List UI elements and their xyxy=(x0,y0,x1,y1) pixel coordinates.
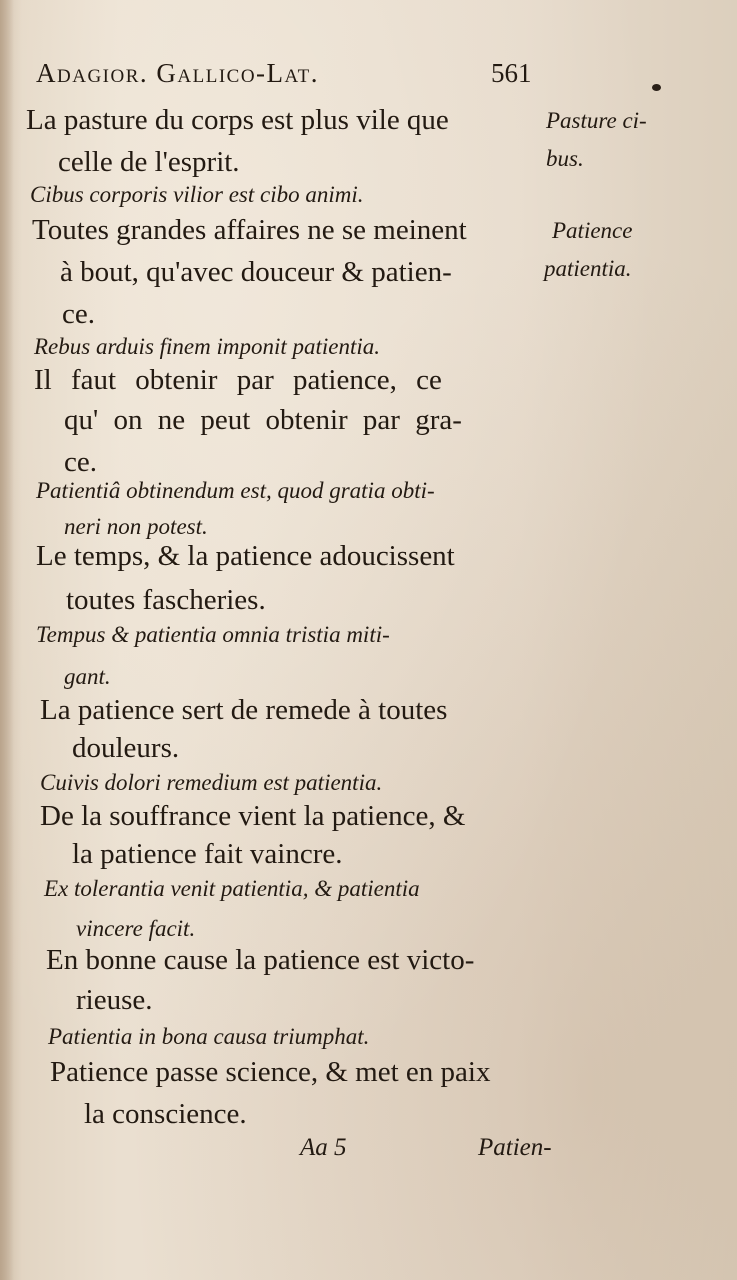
french-line: De la souffrance vient la patience, & xyxy=(40,800,466,832)
latin-line: vincere facit. xyxy=(76,916,196,941)
french-line: la conscience. xyxy=(84,1098,247,1130)
margin-note: bus. xyxy=(546,146,584,171)
latin-line: gant. xyxy=(64,664,111,689)
catchword: Patien- xyxy=(478,1134,552,1161)
header-title: Adagior. Gallico-Lat. xyxy=(36,58,319,88)
french-line: celle de l'esprit. xyxy=(58,146,240,178)
french-line: La pasture du corps est plus vile que xyxy=(26,104,449,136)
binding-gutter xyxy=(0,0,14,1280)
signature-mark: Aa 5 xyxy=(300,1134,347,1161)
french-line: ce. xyxy=(62,298,95,330)
latin-line: Ex tolerantia venit patientia, & patientia xyxy=(44,876,420,901)
french-line: La patience sert de remede à toutes xyxy=(40,694,448,726)
latin-line: Tempus & patientia omnia tristia miti- xyxy=(36,622,390,647)
french-line: Toutes grandes affaires ne se meinent xyxy=(32,214,467,246)
french-line: ce. xyxy=(64,446,97,478)
latin-line: Patientia in bona causa triumphat. xyxy=(48,1024,370,1049)
running-header xyxy=(36,58,532,89)
french-line: douleurs. xyxy=(72,732,180,764)
french-line: la patience fait vaincre. xyxy=(72,838,343,870)
margin-note: patientia. xyxy=(544,256,632,281)
french-line: toutes fascheries. xyxy=(66,584,266,616)
latin-line: Rebus arduis finem imponit patientia. xyxy=(34,334,381,359)
margin-note: Patience xyxy=(552,218,633,243)
french-line: qu' on ne peut obtenir par gra- xyxy=(64,404,462,436)
french-line: Patience passe science, & met en paix xyxy=(50,1056,491,1088)
french-line: Le temps, & la patience adoucissent xyxy=(36,540,455,572)
latin-line: Cibus corporis vilior est cibo animi. xyxy=(30,182,364,207)
latin-line: Cuivis dolori remedium est patientia. xyxy=(40,770,383,795)
margin-note: Pasture ci- xyxy=(546,108,647,133)
french-line: Il faut obtenir par patience, ce xyxy=(34,364,442,396)
page-number: 561 xyxy=(491,58,532,88)
ink-mark xyxy=(652,84,661,91)
french-line: En bonne cause la patience est victo- xyxy=(46,944,475,976)
french-line: rieuse. xyxy=(76,984,153,1016)
latin-line: Patientiâ obtinendum est, quod gratia obti- xyxy=(36,478,435,503)
latin-line: neri non potest. xyxy=(64,514,208,539)
french-line: à bout, qu'avec douceur & patien- xyxy=(60,256,452,288)
